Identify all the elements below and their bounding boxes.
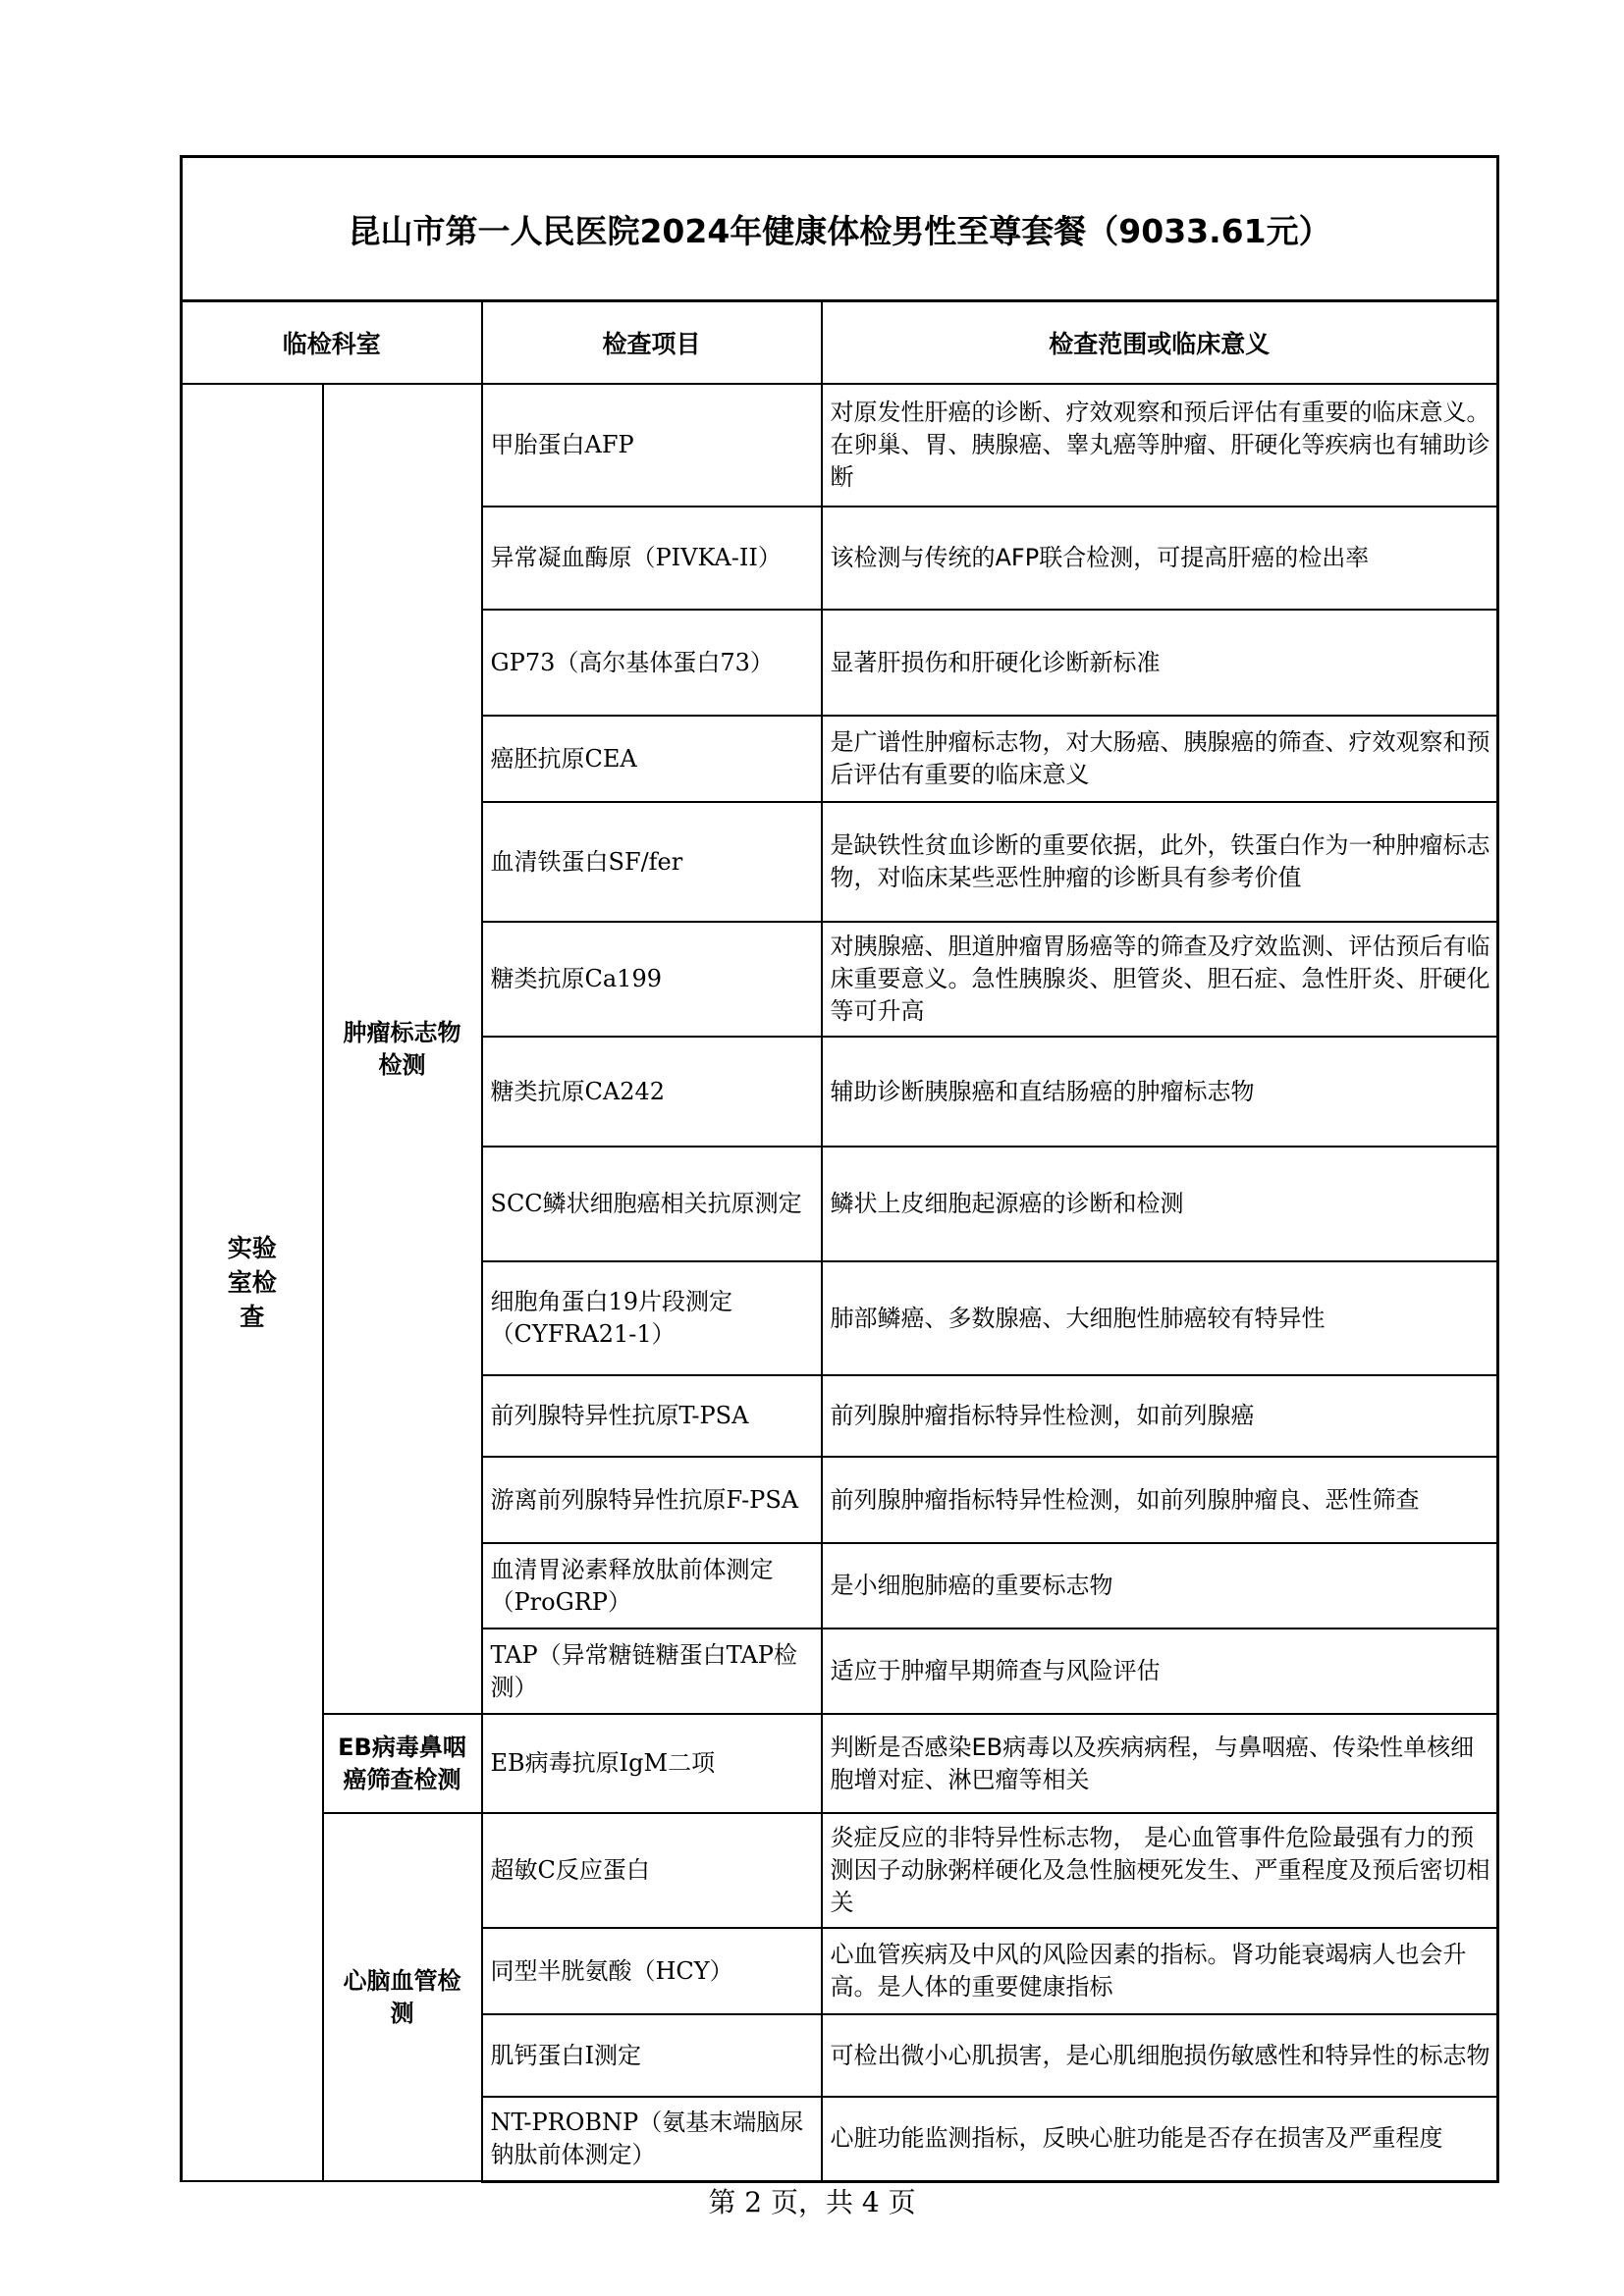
desc-cell: 肺部鳞癌、多数腺癌、大细胞性肺癌较有特异性 (822, 1261, 1498, 1375)
group-name-cell (323, 384, 482, 1714)
group-name: EB病毒鼻咽癌筛查检测 (338, 1733, 466, 1793)
desc-cell: 前列腺肿瘤指标特异性检测，如前列腺肿瘤良、恶性筛查 (822, 1457, 1498, 1543)
item-cell: 游离前列腺特异性抗原F-PSA (482, 1457, 822, 1543)
group-name-cell (323, 1714, 482, 1813)
group-name: 心脑血管检测 (343, 1966, 461, 2027)
desc-cell: 判断是否感染EB病毒以及疾病病程，与鼻咽癌、传染性单核细胞增对症、淋巴瘤等相关 (822, 1714, 1498, 1813)
desc-cell: 是缺铁性贫血诊断的重要依据，此外，铁蛋白作为一种肿瘤标志物，对临床某些恶性肿瘤的诊断具有参考价值 (822, 802, 1498, 922)
item-cell: 肌钙蛋白I测定 (482, 2014, 822, 2097)
desc-cell: 可检出微小心肌损害，是心肌细胞损伤敏感性和特异性的标志物 (822, 2014, 1498, 2097)
page-title: 昆山市第一人民医院2024年健康体检男性至尊套餐（9033.61元） (182, 157, 1498, 301)
header-meaning: 检查范围或临床意义 (822, 301, 1498, 385)
item-cell: TAP（异常糖链糖蛋白TAP检测） (482, 1629, 822, 1714)
desc-cell: 是小细胞肺癌的重要标志物 (822, 1543, 1498, 1629)
header-dept: 临检科室 (182, 301, 482, 385)
category-cell (182, 384, 323, 2181)
item-cell: SCC鳞状细胞癌相关抗原测定 (482, 1147, 822, 1261)
item-cell: 血清胃泌素释放肽前体测定（ProGRP） (482, 1543, 822, 1629)
desc-cell: 鳞状上皮细胞起源癌的诊断和检测 (822, 1147, 1498, 1261)
page-footer: 第 2 页，共 4 页 (708, 2186, 916, 2218)
item-cell: 血清铁蛋白SF/fer (482, 802, 822, 922)
desc-cell: 心脏功能监测指标，反映心脏功能是否存在损害及严重程度 (822, 2097, 1498, 2181)
desc-cell: 心血管疾病及中风的风险因素的指标。肾功能衰竭病人也会升高。是人体的重要健康指标 (822, 1928, 1498, 2014)
item-cell: EB病毒抗原IgM二项 (482, 1714, 822, 1813)
desc-cell: 辅助诊断胰腺癌和直结肠癌的肿瘤标志物 (822, 1037, 1498, 1147)
item-cell: 糖类抗原Ca199 (482, 922, 822, 1037)
desc-cell: 是广谱性肿瘤标志物，对大肠癌、胰腺癌的筛查、疗效观察和预后评估有重要的临床意义 (822, 716, 1498, 802)
item-cell: 癌胚抗原CEA (482, 716, 822, 802)
desc-cell: 该检测与传统的AFP联合检测，可提高肝癌的检出率 (822, 507, 1498, 610)
item-cell: 同型半胱氨酸（HCY） (482, 1928, 822, 2014)
header-item: 检查项目 (482, 301, 822, 385)
desc-cell: 炎症反应的非特异性标志物， 是心血管事件危险最强有力的预测因子动脉粥样硬化及急性脑梗死发生、严重程度及预后密切相关 (822, 1813, 1498, 1928)
item-cell: 甲胎蛋白AFP (482, 384, 822, 507)
item-cell: 超敏C反应蛋白 (482, 1813, 822, 1928)
item-cell: 前列腺特异性抗原T-PSA (482, 1375, 822, 1457)
desc-cell: 适应于肿瘤早期筛查与风险评估 (822, 1629, 1498, 1714)
item-cell: NT-PROBNP（氨基末端脑尿钠肽前体测定） (482, 2097, 822, 2181)
desc-cell: 显著肝损伤和肝硬化诊断新标准 (822, 610, 1498, 716)
desc-cell: 对原发性肝癌的诊断、疗效观察和预后评估有重要的临床意义。在卵巢、胃、胰腺癌、睾丸癌等肿瘤、肝硬化等疾病也有辅助诊断 (822, 384, 1498, 507)
item-cell: 细胞角蛋白19片段测定（CYFRA21-1） (482, 1261, 822, 1375)
group-name: 肿瘤标志物检测 (343, 1018, 461, 1079)
item-cell: GP73（高尔基体蛋白73） (482, 610, 822, 716)
item-cell: 糖类抗原CA242 (482, 1037, 822, 1147)
desc-cell: 对胰腺癌、胆道肿瘤胃肠癌等的筛查及疗效监测、评估预后有临床重要意义。急性胰腺炎、胆管炎、胆石症、急性肝炎、肝硬化等可升高 (822, 922, 1498, 1037)
exam-package-table (180, 155, 1499, 2183)
desc-cell: 前列腺肿瘤指标特异性检测，如前列腺癌 (822, 1375, 1498, 1457)
item-cell: 异常凝血酶原（PIVKA-II） (482, 507, 822, 610)
group-name-cell (323, 1813, 482, 2181)
category-label: 实验室检查 (227, 1234, 277, 1331)
